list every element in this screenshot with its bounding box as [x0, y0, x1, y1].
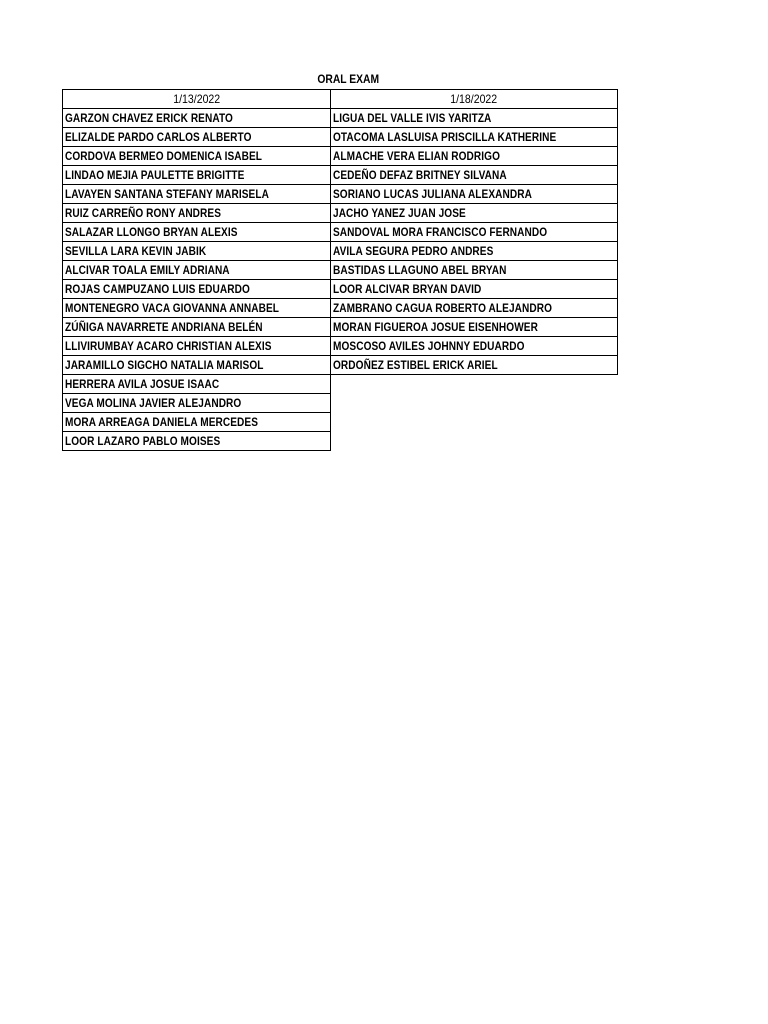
- student-cell-right: [331, 280, 618, 299]
- date-header-left: [63, 90, 331, 109]
- student-cell-right: [331, 223, 618, 242]
- date-header-row: [63, 90, 618, 109]
- student-cell-right: [331, 204, 618, 223]
- student-name: CORDOVA BERMEO DOMENICA ISABEL: [65, 149, 263, 163]
- student-cell-left: [63, 166, 331, 185]
- student-name: CEDEÑO DEFAZ BRITNEY SILVANA: [333, 168, 507, 182]
- table-row: [63, 128, 618, 147]
- student-name: ELIZALDE PARDO CARLOS ALBERTO: [65, 130, 252, 144]
- student-name: GARZON CHAVEZ ERICK RENATO: [65, 111, 233, 125]
- student-cell-right: [331, 261, 618, 280]
- table-row: [63, 337, 618, 356]
- student-cell-left: [63, 337, 331, 356]
- empty-cell: [331, 375, 618, 394]
- table-row: [63, 166, 618, 185]
- student-cell-left: [63, 432, 331, 451]
- student-cell-right: [331, 242, 618, 261]
- student-name: ALMACHE VERA ELIAN RODRIGO: [333, 149, 501, 163]
- student-name: LOOR ALCIVAR BRYAN DAVID: [333, 282, 482, 296]
- empty-cell: [331, 394, 618, 413]
- table-row: [63, 413, 618, 432]
- student-cell-left: [63, 128, 331, 147]
- student-name: LLIVIRUMBAY ACARO CHRISTIAN ALEXIS: [65, 339, 272, 353]
- page-title: ORAL EXAM: [317, 72, 380, 86]
- student-cell-left: [63, 261, 331, 280]
- student-cell-left: [63, 242, 331, 261]
- table-row: [63, 318, 618, 337]
- student-name: SALAZAR LLONGO BRYAN ALEXIS: [65, 225, 238, 239]
- student-name: LIGUA DEL VALLE IVIS YARITZA: [333, 111, 492, 125]
- student-cell-left: [63, 147, 331, 166]
- student-name: ZAMBRANO CAGUA ROBERTO ALEJANDRO: [333, 301, 553, 315]
- student-cell-right: [331, 356, 618, 375]
- oral-exam-table: [62, 89, 618, 451]
- student-name: ROJAS CAMPUZANO LUIS EDUARDO: [65, 282, 250, 296]
- student-cell-left: [63, 299, 331, 318]
- student-cell-right: [331, 185, 618, 204]
- table-row: [63, 109, 618, 128]
- student-cell-right: [331, 299, 618, 318]
- student-rows: [63, 109, 618, 451]
- table-row: [63, 280, 618, 299]
- student-cell-left: [63, 204, 331, 223]
- student-cell-right: [331, 166, 618, 185]
- date-header-left-text: 1/13/2022: [173, 92, 220, 106]
- student-cell-left: [63, 394, 331, 413]
- student-cell-left: [63, 356, 331, 375]
- student-name: ALCIVAR TOALA EMILY ADRIANA: [65, 263, 230, 277]
- student-cell-left: [63, 223, 331, 242]
- student-cell-left: [63, 375, 331, 394]
- student-name: ZÚÑIGA NAVARRETE ANDRIANA BELÉN: [65, 320, 263, 334]
- empty-cell: [331, 413, 618, 432]
- student-name: OTACOMA LASLUISA PRISCILLA KATHERINE: [333, 130, 557, 144]
- student-name: JARAMILLO SIGCHO NATALIA MARISOL: [65, 358, 264, 372]
- table-row: [63, 432, 618, 451]
- student-name: LAVAYEN SANTANA STEFANY MARISELA: [65, 187, 269, 201]
- student-name: RUIZ CARREÑO RONY ANDRES: [65, 206, 222, 220]
- table-row: [63, 375, 618, 394]
- student-name: MORAN FIGUEROA JOSUE EISENHOWER: [333, 320, 538, 334]
- student-name: LOOR LAZARO PABLO MOISES: [65, 434, 221, 448]
- student-name: MORA ARREAGA DANIELA MERCEDES: [65, 415, 259, 429]
- student-name: ORDOÑEZ ESTIBEL ERICK ARIEL: [333, 358, 498, 372]
- student-cell-right: [331, 318, 618, 337]
- date-header-right: [331, 90, 618, 109]
- student-name: MONTENEGRO VACA GIOVANNA ANNABEL: [65, 301, 280, 315]
- student-name: LINDAO MEJIA PAULETTE BRIGITTE: [65, 168, 245, 182]
- table-row: [63, 204, 618, 223]
- student-cell-left: [63, 109, 331, 128]
- table-row: [63, 185, 618, 204]
- student-name: HERRERA AVILA JOSUE ISAAC: [65, 377, 220, 391]
- table-row: [63, 356, 618, 375]
- student-cell-right: [331, 109, 618, 128]
- student-cell-left: [63, 318, 331, 337]
- empty-cell: [331, 432, 618, 451]
- table-row: [63, 242, 618, 261]
- table-row: [63, 394, 618, 413]
- student-name: MOSCOSO AVILES JOHNNY EDUARDO: [333, 339, 525, 353]
- student-cell-right: [331, 337, 618, 356]
- student-name: VEGA MOLINA JAVIER ALEJANDRO: [65, 396, 242, 410]
- student-cell-left: [63, 185, 331, 204]
- student-name: AVILA SEGURA PEDRO ANDRES: [333, 244, 494, 258]
- student-cell-right: [331, 128, 618, 147]
- table-row: [63, 261, 618, 280]
- student-cell-left: [63, 413, 331, 432]
- table-row: [63, 299, 618, 318]
- date-header-right-text: 1/18/2022: [450, 92, 498, 106]
- table-row: [63, 147, 618, 166]
- student-name: SEVILLA LARA KEVIN JABIK: [65, 244, 207, 258]
- student-name: SORIANO LUCAS JULIANA ALEXANDRA: [333, 187, 532, 201]
- student-name: BASTIDAS LLAGUNO ABEL BRYAN: [333, 263, 507, 277]
- student-name: SANDOVAL MORA FRANCISCO FERNANDO: [333, 225, 548, 239]
- table-row: [63, 223, 618, 242]
- student-cell-right: [331, 147, 618, 166]
- student-cell-left: [63, 280, 331, 299]
- student-name: JACHO YANEZ JUAN JOSE: [333, 206, 466, 220]
